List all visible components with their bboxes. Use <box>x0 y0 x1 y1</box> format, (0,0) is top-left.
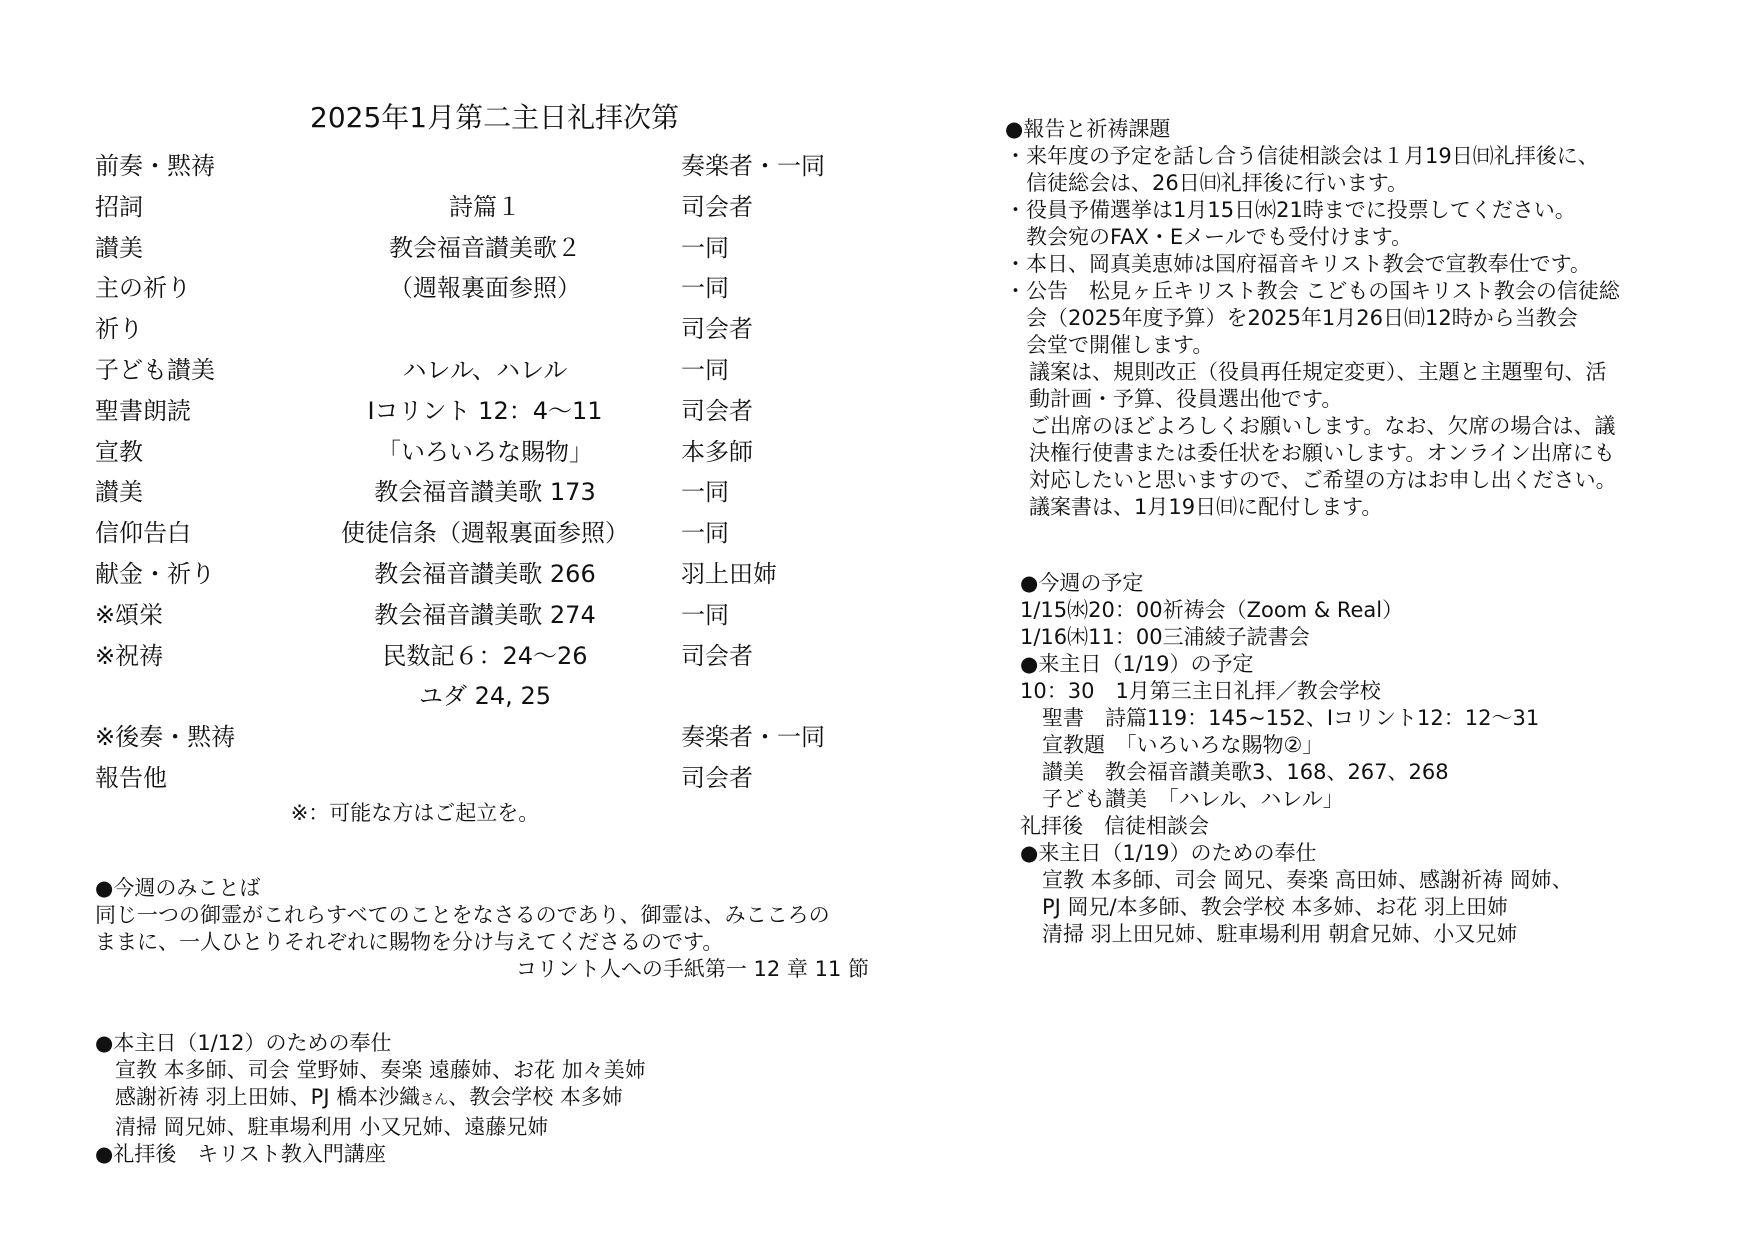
order-detail: 教会福音讃美歌 274 <box>374 600 596 629</box>
order-item: 讃美 <box>95 233 143 262</box>
order-row <box>95 758 875 799</box>
weekly-verse-reference: コリント人への手紙第一 12 章 11 節 <box>515 957 869 981</box>
reports-heading: ●報告と祈祷課題 <box>1005 117 1171 141</box>
schedule-line: 清掃 羽上田兄姉、駐車場利用 朝倉兄姉、小又兄姉 <box>1042 922 1518 946</box>
order-item: 子ども讃美 <box>95 355 215 384</box>
order-leader: 一同 <box>681 355 729 384</box>
schedule-line: 宣教 本多師、司会 岡兄、奏楽 高田姉、感謝祈祷 岡姉、 <box>1042 868 1573 892</box>
reports-list <box>1005 143 1705 521</box>
report-line: ご出席のほどよろしくお願いします。なお、欠席の場合は、議 <box>1029 414 1616 438</box>
order-detail: ハレル、ハレル <box>402 355 568 384</box>
order-detail: 「いろいろな賜物」 <box>377 437 593 466</box>
report-line: 会堂で開催します。 <box>1026 333 1214 357</box>
order-leader: 本多師 <box>681 437 753 466</box>
service-line: 宣教 本多師、司会 堂野姉、奏楽 遠藤姉、お花 加々美姉 <box>115 1058 646 1082</box>
schedule-line: PJ 岡兄/本多師、教会学校 本多姉、お花 羽上田姉 <box>1042 895 1508 919</box>
report-line: 対応したいと思いますので、ご希望の方はお申し出ください。 <box>1029 468 1617 492</box>
order-row <box>95 432 875 473</box>
order-detail: ユダ 24, 25 <box>419 682 551 711</box>
order-item: 招詞 <box>95 192 143 221</box>
weekly-verse-line: ままに、一人ひとりそれぞれに賜物を分け与えてくださるのです。 <box>95 930 724 954</box>
order-item: 主の祈り <box>95 274 191 303</box>
report-line: 信徒総会は、26日㈰礼拝後に行います。 <box>1026 171 1409 195</box>
order-row <box>95 309 875 350</box>
order-row <box>95 472 875 513</box>
order-item: 前奏・黙祷 <box>95 152 215 180</box>
honorific-suffix: さん <box>420 1092 449 1108</box>
report-line: ・本日、岡真美恵姉は国府福音キリスト教会で宣教奉仕です。 <box>1005 252 1591 276</box>
service-heading: ●本主日（1/12）のための奉仕 <box>95 1031 392 1055</box>
order-item: 宣教 <box>95 437 143 466</box>
order-row <box>95 187 875 228</box>
order-leader: 司会者 <box>681 763 753 792</box>
this-sunday-service-section <box>95 1030 875 1168</box>
report-line: 議案書は、1月19日㈰に配付します。 <box>1029 495 1383 519</box>
schedule-line: 聖書 詩篇119：145~152、Ⅰコリント12：12～31 <box>1042 706 1540 730</box>
order-row <box>95 717 875 758</box>
order-detail: （週報裏面参照） <box>389 274 581 303</box>
order-detail: 教会福音讃美歌 266 <box>374 559 596 588</box>
order-leader: 一同 <box>681 274 729 303</box>
report-line: 教会宛のFAX・Eメールでも受付けます。 <box>1026 225 1413 249</box>
order-detail: 教会福音讃美歌２ <box>389 233 581 262</box>
order-item: ※後奏・黙祷 <box>95 723 236 752</box>
weekly-verse-line: 同じ一つの御霊がこれらすべてのことをなさるのであり、御霊は、みこころの <box>95 903 830 927</box>
order-leader: 一同 <box>681 600 729 629</box>
report-line: 会（2025年度予算）を2025年1月26日㈰12時から当教会 <box>1026 306 1578 330</box>
report-line: ・役員予備選挙は1月15日㈬21時までに投票してください。 <box>1005 198 1576 222</box>
order-leader: 一同 <box>681 233 729 262</box>
order-leader: 羽上田姉 <box>681 559 777 588</box>
schedule-line: ●来主日（1/19）の予定 <box>1020 652 1254 676</box>
order-row <box>95 595 875 636</box>
order-item: 聖書朗読 <box>95 396 191 425</box>
schedule-list <box>1020 570 1700 948</box>
report-line: 決権行使書または委任状をお願いします。オンライン出席にも <box>1029 441 1615 465</box>
schedule-line: 1/16㈭11：00三浦綾子読書会 <box>1020 625 1310 649</box>
order-detail: Ⅰコリント 12：4～11 <box>367 396 603 425</box>
order-item: 献金・祈り <box>95 559 215 588</box>
report-line: ・公告 松見ヶ丘キリスト教会 こどもの国キリスト教会の信徒総 <box>1005 279 1620 303</box>
reports-section <box>1005 116 1705 521</box>
order-leader: 司会者 <box>681 641 753 670</box>
page-title: 2025年1月第二主日礼拝次第 <box>310 101 680 134</box>
after-service-lecture: ●礼拝後 キリスト教入門講座 <box>95 1142 386 1166</box>
report-line: ・来年度の予定を話し合う信徒相談会は１月19日㈰礼拝後に、 <box>1005 144 1599 168</box>
order-leader: 司会者 <box>681 315 753 344</box>
order-row <box>95 350 875 391</box>
order-detail: 使徒信条（週報裏面参照） <box>341 519 629 548</box>
schedule-line: 1/15㈬20：00祈祷会（Zoom & Real） <box>1020 598 1404 622</box>
order-leader: 奏楽者・一同 <box>681 152 825 180</box>
order-item: 讃美 <box>95 478 143 507</box>
order-leader: 一同 <box>681 519 729 548</box>
weekly-verse-section <box>95 875 875 983</box>
service-line-part: 、教会学校 本多姉 <box>448 1085 623 1109</box>
standing-note: ※：可能な方はご起立を。 <box>290 801 540 825</box>
report-line: 動計画・予算、役員選出他です。 <box>1029 387 1343 411</box>
order-row <box>95 676 875 717</box>
schedule-line: 礼拝後 信徒相談会 <box>1020 814 1209 838</box>
order-item: 祈り <box>95 315 143 344</box>
schedule-line: 宣教題 「いろいろな賜物②」 <box>1042 733 1324 757</box>
order-row <box>95 146 875 187</box>
order-leader: 司会者 <box>681 192 753 221</box>
order-row <box>95 228 875 269</box>
order-row <box>95 554 875 595</box>
order-detail: 教会福音讃美歌 173 <box>374 478 596 507</box>
service-line: 清掃 岡兄姉、駐車場利用 小又兄姉、遠藤兄姉 <box>115 1115 549 1139</box>
schedule-line: ●来主日（1/19）のための奉仕 <box>1020 841 1317 865</box>
order-row <box>95 268 875 309</box>
order-item: ※頌栄 <box>95 600 164 629</box>
service-line-part: 感謝祈祷 羽上田姉、PJ 橋本沙織 <box>115 1085 421 1109</box>
order-row <box>95 513 875 554</box>
order-leader: 司会者 <box>681 396 753 425</box>
order-detail: 詩篇１ <box>449 192 521 221</box>
schedule-line: 讃美 教会福音讃美歌3、168、267、268 <box>1042 760 1449 784</box>
schedule-line: 子ども讃美 「ハレル、ハレル」 <box>1042 787 1344 811</box>
order-detail: 民数記６：24～26 <box>382 641 588 670</box>
service-line <box>95 1084 875 1114</box>
schedule-line: ●今週の予定 <box>1020 571 1144 595</box>
order-row <box>95 391 875 432</box>
order-of-worship <box>95 146 875 799</box>
order-item: 報告他 <box>95 763 167 792</box>
report-line: 議案は、規則改正（役員再任規定変更）、主題と主題聖句、活 <box>1029 360 1607 384</box>
order-leader: 奏楽者・一同 <box>681 723 825 752</box>
schedule-section <box>1020 570 1700 948</box>
order-item: 信仰告白 <box>95 519 191 548</box>
order-item: ※祝祷 <box>95 641 164 670</box>
order-row <box>95 636 875 677</box>
order-leader: 一同 <box>681 478 729 507</box>
schedule-line: 10：30 1月第三主日礼拝／教会学校 <box>1020 679 1381 703</box>
weekly-verse-heading: ●今週のみことば <box>95 876 261 900</box>
